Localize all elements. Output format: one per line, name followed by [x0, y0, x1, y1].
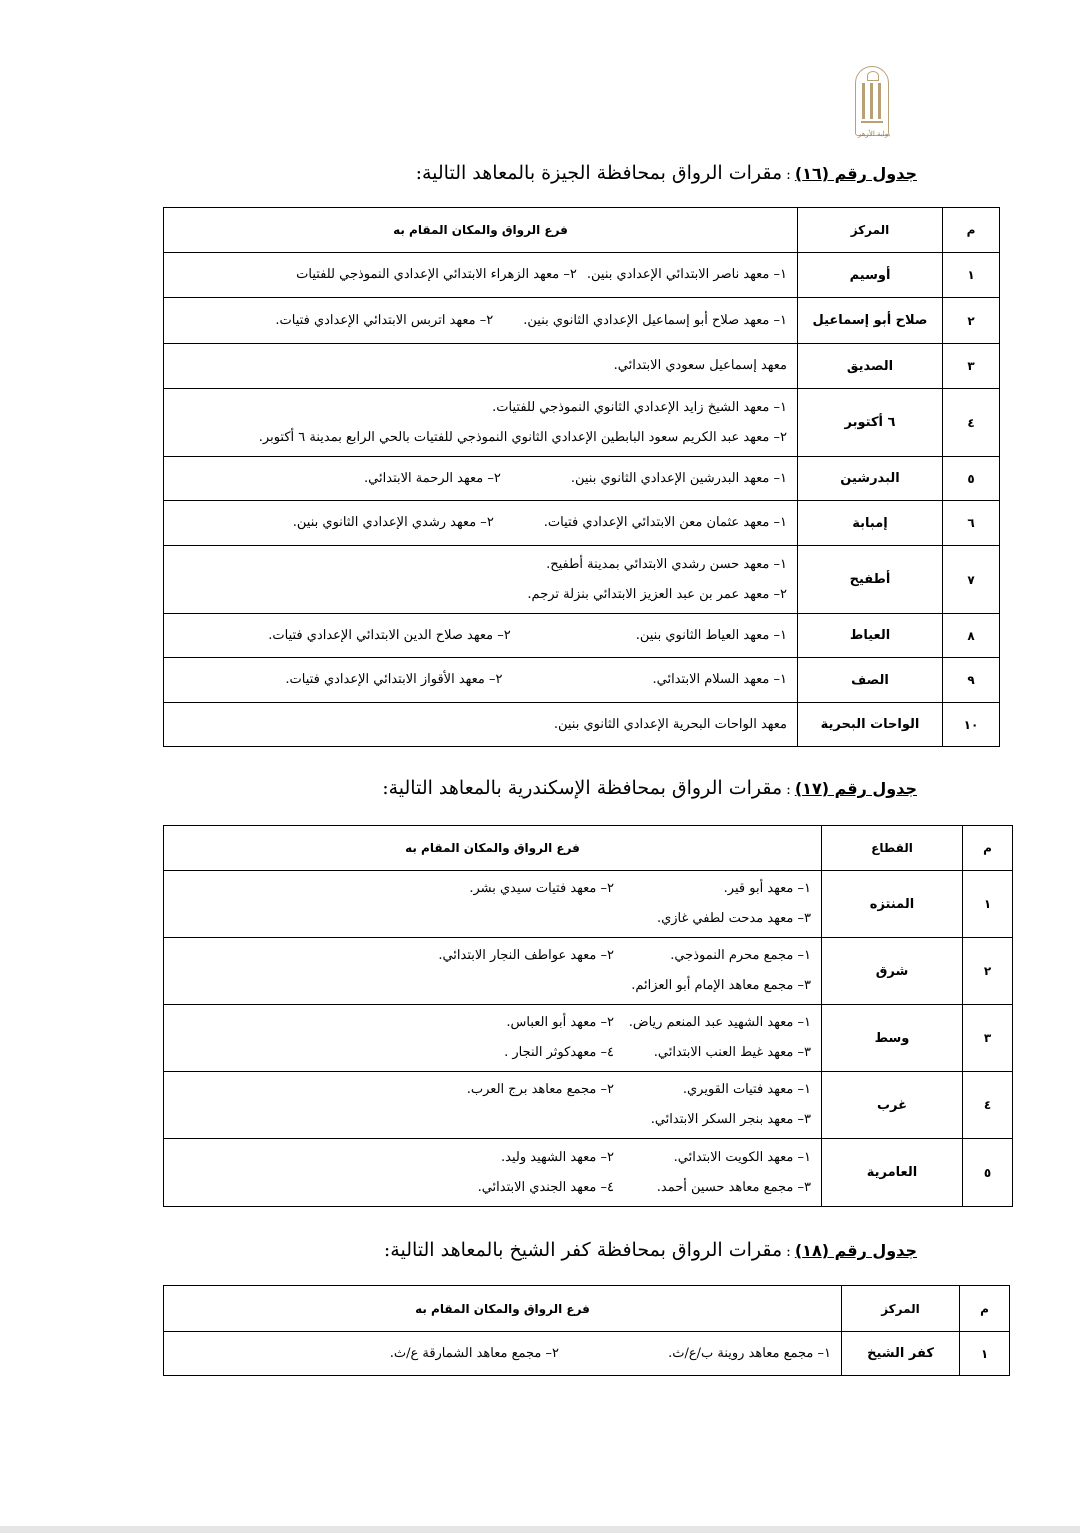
table-row	[164, 344, 1000, 389]
institute-entry: ١– معهد الشيخ زايد الإعدادي الثانوي النموذجي للفتيات.	[492, 399, 787, 415]
institute-entry: ١– معهد حسن رشدي الابتدائي بمدينة أطفيح.	[546, 556, 787, 572]
table-row	[164, 1072, 1013, 1139]
institute-entry: ١– معهد فتيات القويري.	[682, 1082, 811, 1097]
row-index: ١	[943, 253, 1000, 298]
branch-line	[174, 508, 787, 538]
institute-entry: ٣– مجمع معاهد حسين أحمد.	[656, 1179, 811, 1195]
institute-entry: ٤– معهد الجندي الابتدائي.	[477, 1179, 614, 1195]
institute-entry: ١– معهد العياط الثانوي بنين.	[635, 627, 787, 643]
row-branch-cell	[164, 344, 798, 389]
institute-entry: ١– معهد الشهيد عبد المنعم رياض.	[628, 1015, 811, 1030]
row-center: ٦ أكتوبر	[798, 389, 943, 457]
branch-line	[174, 306, 787, 336]
row-branch-cell	[164, 457, 798, 501]
institute-entry: ٢– معهد عبد الكريم سعود البابطين الإعدادي الثانوي النموذجي للفتيات بالحي الرابع بمدينة ٦ أكتوبر.	[258, 429, 787, 445]
row-center: صلاح أبو إسماعيل	[798, 298, 943, 344]
branch-line	[174, 971, 811, 1001]
branch-line	[174, 351, 787, 381]
row-index: ٥	[943, 457, 1000, 501]
institute-entry: ٢– معهد الشهيد وليد.	[501, 1149, 614, 1165]
row-center: كفر الشيخ	[842, 1332, 960, 1376]
row-index: ٤	[963, 1072, 1013, 1139]
table-header-row	[164, 826, 1013, 871]
header-center: القطاع	[822, 826, 963, 871]
table-16-title: مقرات الرواق بمحافظة الجيزة بالمعاهد التالية:	[415, 162, 783, 184]
branch-line	[174, 874, 811, 904]
table-18	[163, 1285, 1010, 1376]
al-azhar-logo-icon	[855, 66, 889, 136]
table-row	[164, 1139, 1013, 1207]
row-center: الصف	[798, 658, 943, 703]
institute-entry: ٢– معهد عواطف النجار الابتدائي.	[438, 948, 614, 963]
row-index: ٢	[943, 298, 1000, 344]
header-branch: فرع الرواق والمكان المقام به	[164, 1286, 842, 1332]
row-branch-cell	[164, 614, 798, 658]
table-16-heading: جدول رقم (١٦):مقرات الرواق بمحافظة الجيزة بالمعاهد التالية:	[415, 162, 917, 184]
table-row	[164, 871, 1013, 938]
row-center: الصديق	[798, 344, 943, 389]
header-index: م	[960, 1286, 1010, 1332]
branch-line	[174, 550, 787, 580]
table-row	[164, 389, 1000, 457]
row-center: أطفيح	[798, 546, 943, 614]
table-16-number: جدول رقم (١٦)	[794, 164, 917, 183]
table-row	[164, 546, 1000, 614]
row-branch-cell	[164, 703, 798, 747]
branch-line	[174, 1143, 811, 1173]
row-index: ٨	[943, 614, 1000, 658]
header-center: المركز	[842, 1286, 960, 1332]
table-header-row	[164, 208, 1000, 253]
institute-entry: ١– معهد عثمان معن الابتدائي الإعدادي فتيات.	[543, 515, 787, 530]
institute-entry: ٢– معهد صلاح الدين الابتدائي الإعدادي فتيات.	[268, 627, 511, 643]
row-center: العامرية	[822, 1139, 963, 1207]
institute-entry: ٢– معهد عمر بن عبد العزيز الابتدائي بنزلة ترجم.	[527, 586, 787, 602]
table-17-number: جدول رقم (١٧)	[794, 779, 917, 798]
table-row	[164, 457, 1000, 501]
table-row	[164, 614, 1000, 658]
institute-entry: معهد الواحات البحرية الإعدادي الثانوي بنين.	[553, 716, 787, 732]
header-branch: فرع الرواق والمكان المقام به	[164, 826, 822, 871]
institute-entry: ٢– معهد الرحمة الابتدائي.	[364, 470, 501, 486]
branch-line	[174, 1008, 811, 1038]
table-18-heading: جدول رقم (١٨):مقرات الرواق بمحافظة كفر الشيخ بالمعاهد التالية:	[383, 1239, 917, 1261]
institute-entry: ١– معهد البدرشين الإعدادي الثانوي بنين.	[570, 470, 787, 486]
table-row	[164, 298, 1000, 344]
branch-line	[174, 260, 787, 290]
row-branch-cell	[164, 501, 798, 546]
table-row	[164, 938, 1013, 1005]
branch-line	[174, 1339, 831, 1369]
table-18-number: جدول رقم (١٨)	[794, 1241, 917, 1260]
table-17-heading: جدول رقم (١٧):مقرات الرواق بمحافظة الإسكندرية بالمعاهد التالية:	[382, 777, 917, 799]
row-index: ٥	[963, 1139, 1013, 1207]
institute-entry: ١– معهد صلاح أبو إسماعيل الإعدادي الثانوي بنين.	[523, 312, 787, 328]
row-branch-cell	[164, 1005, 822, 1072]
branch-line	[174, 1105, 811, 1135]
row-center: شرق	[822, 938, 963, 1005]
row-index: ٧	[943, 546, 1000, 614]
institute-entry: ١– معهد الكويت الابتدائي.	[673, 1149, 811, 1165]
institute-entry: ١– معهد ناصر الابتدائي الإعدادي بنين.	[586, 267, 787, 282]
branch-line	[174, 941, 811, 971]
table-17-title: مقرات الرواق بمحافظة الإسكندرية بالمعاهد التالية:	[382, 777, 783, 799]
institute-entry: ٢– معهد اتربس الابتدائي الإعدادي فتيات.	[275, 312, 494, 328]
institute-entry: ١– معهد السلام الابتدائي.	[652, 672, 787, 687]
row-branch-cell	[164, 546, 798, 614]
row-center: البدرشين	[798, 457, 943, 501]
branch-line	[174, 1173, 811, 1203]
table-17	[163, 825, 1013, 1207]
table-18-title: مقرات الرواق بمحافظة كفر الشيخ بالمعاهد التالية:	[383, 1239, 783, 1261]
branch-line	[174, 1075, 811, 1105]
institute-entry: ٣– معهد بنجر السكر الابتدائي.	[650, 1112, 811, 1127]
institute-entry: ٢– معهد رشدي الإعدادي الثانوي بنين.	[292, 515, 494, 530]
institute-entry: ٢– معهد أبو العباس.	[506, 1015, 614, 1030]
institute-entry: ١– مجمع معاهد روينة ب/ع/ث.	[668, 1345, 831, 1361]
row-branch-cell	[164, 1072, 822, 1139]
branch-line	[174, 580, 787, 610]
branch-line	[174, 904, 811, 934]
row-branch-cell	[164, 1332, 842, 1376]
header-index: م	[963, 826, 1013, 871]
row-index: ٦	[943, 501, 1000, 546]
row-index: ٣	[963, 1005, 1013, 1072]
branch-line	[174, 665, 787, 695]
institute-entry: ٢– معهد فتيات سيدي بشر.	[469, 881, 614, 896]
table-16	[163, 207, 1000, 747]
table-row	[164, 703, 1000, 747]
institute-entry: معهد إسماعيل سعودي الابتدائي.	[613, 358, 787, 373]
branch-line	[174, 621, 787, 651]
row-index: ١	[963, 871, 1013, 938]
institute-entry: ٣– معهد غيط العنب الابتدائي.	[653, 1045, 811, 1060]
row-center: وسط	[822, 1005, 963, 1072]
logo-caption: بوابة الأزهر	[858, 130, 891, 138]
row-center: المنتزه	[822, 871, 963, 938]
row-center: غرب	[822, 1072, 963, 1139]
row-center: الواحات البحرية	[798, 703, 943, 747]
header-center: المركز	[798, 208, 943, 253]
row-index: ٣	[943, 344, 1000, 389]
header-index: م	[943, 208, 1000, 253]
institute-entry: ٤– معهدكوثر النجار .	[504, 1045, 614, 1060]
row-index: ١٠	[943, 703, 1000, 747]
row-index: ٩	[943, 658, 1000, 703]
page-bottom-edge	[0, 1526, 1080, 1533]
row-index: ٤	[943, 389, 1000, 457]
table-row	[164, 658, 1000, 703]
row-branch-cell	[164, 871, 822, 938]
institute-entry: ٣– معهد مدحت لطفي غازي.	[656, 911, 811, 926]
row-branch-cell	[164, 1139, 822, 1207]
header-branch: فرع الرواق والمكان المقام به	[164, 208, 798, 253]
row-branch-cell	[164, 253, 798, 298]
institute-entry: ٢– مجمع معاهد الشمارقة ع/ث.	[389, 1345, 559, 1361]
institute-entry: ٣– مجمع معاهد الإمام أبو العزائم.	[631, 978, 811, 993]
table-row	[164, 501, 1000, 546]
row-center: أوسيم	[798, 253, 943, 298]
row-center: إمبابة	[798, 501, 943, 546]
institute-entry: ١– معهد أبو قير.	[723, 881, 811, 896]
branch-line	[174, 423, 787, 453]
branch-line	[174, 1038, 811, 1068]
table-row	[164, 1005, 1013, 1072]
row-branch-cell	[164, 389, 798, 457]
row-center: العياط	[798, 614, 943, 658]
table-header-row	[164, 1286, 1010, 1332]
row-index: ٢	[963, 938, 1013, 1005]
table-row	[164, 253, 1000, 298]
row-branch-cell	[164, 658, 798, 703]
row-branch-cell	[164, 298, 798, 344]
branch-line	[174, 710, 787, 740]
institute-entry: ٢– معهد الأقواز الابتدائي الإعدادي فتيات.	[285, 672, 503, 687]
branch-line	[174, 393, 787, 423]
table-row	[164, 1332, 1010, 1376]
row-index: ١	[960, 1332, 1010, 1376]
institute-entry: ١– مجمع محرم النموذجي.	[670, 948, 811, 963]
institute-entry: ٢– مجمع معاهد برج العرب.	[466, 1082, 614, 1097]
row-branch-cell	[164, 938, 822, 1005]
institute-entry: ٢– معهد الزهراء الابتدائي الإعدادي النموذجي للفتيات	[296, 267, 577, 282]
branch-line	[174, 464, 787, 494]
